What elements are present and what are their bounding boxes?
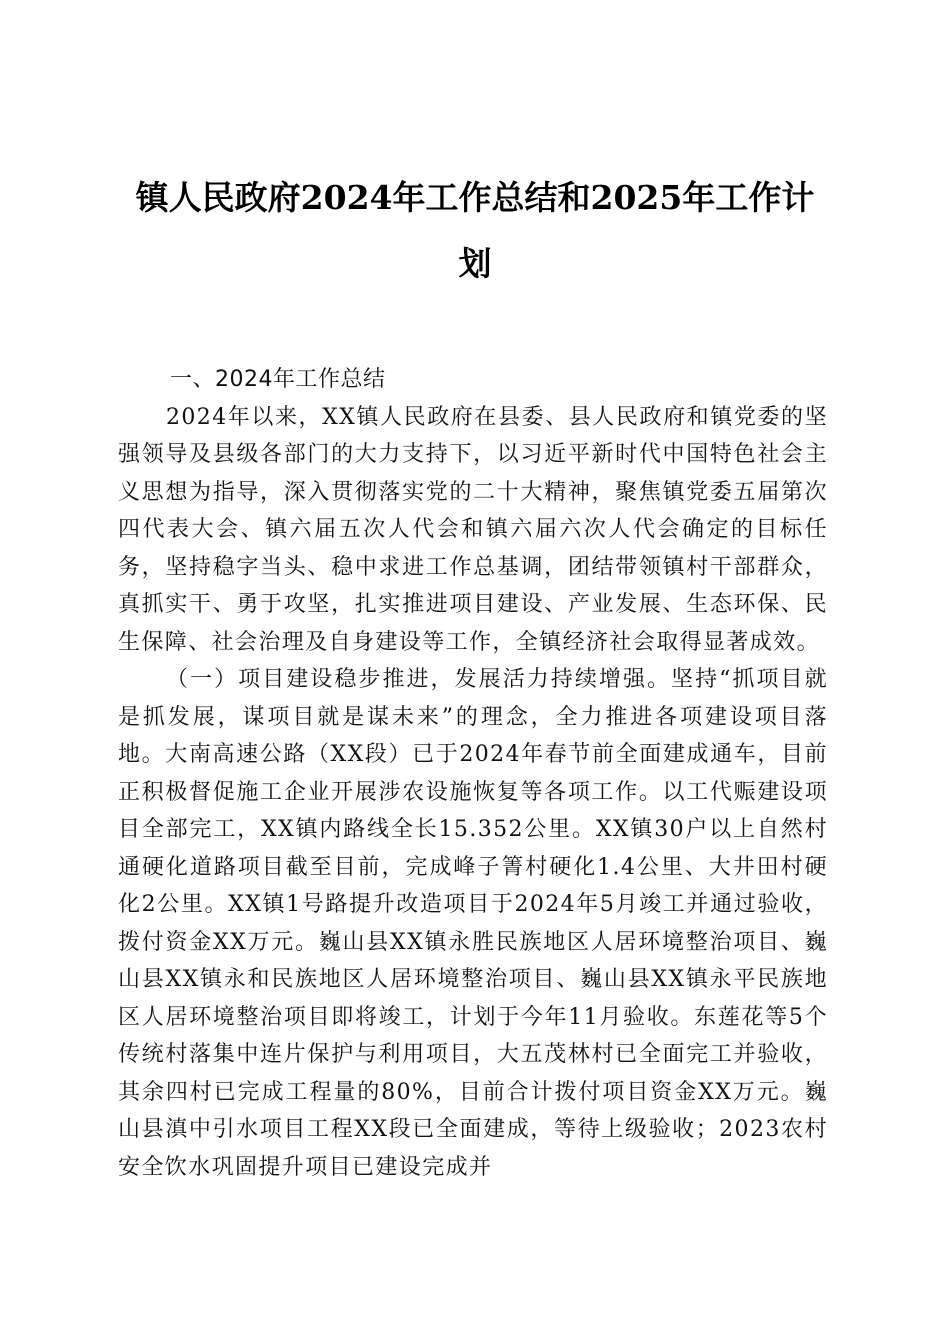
subsection-heading-project-construction: （一）项目建设稳步推进，发展活力持续增强。 [166, 667, 672, 692]
paragraph-project-construction [118, 661, 828, 1186]
section-heading-2024-summary: 一、2024年工作总结 [170, 367, 386, 392]
document-title-line-1: 镇人民政府2024年工作总结和2025年工作计 [135, 178, 815, 217]
document-title [100, 165, 850, 297]
document-body [118, 361, 828, 1186]
paragraph-overview: 2024年以来，XX镇人民政府在县委、县人民政府和镇党委的坚强领导及县级各部门的大力支持下，以习近平新时代中国特色社会主义思想为指导，深入贯彻落实党的二十大精神，聚焦镇党委五届第次四代表大会、镇六届五次人代会和镇六届六次人代会确定的目标任务，坚持稳字当头、稳中求进工作总基调，团结带领镇村干部群众，真抓实干、勇于攻坚，扎实推进项目建设、产业发展、生态环保、民生保障、社会治理及自身建设等工作，全镇经济社会取得显著成效。 [118, 404, 828, 655]
paragraph-project-construction-body: 坚持“抓项目就是抓发展，谋项目就是谋未来”的理念，全力推进各项建设项目落地。大南高速公路（XX段）已于2024年春节前全面建成通车，目前正积极督促施工企业开展涉农设施恢复等各项工作。以工代赈建设项目全部完工，XX镇内路线全长15.352公里。XX镇30户以上自然村通硬化道路项目截至目前，完成峰子箐村硬化1.4公里、大井田村硬化2公里。XX镇1号路提升改造项目于2024年5月竣工并通过验收，拨付资金XX万元。巍山县XX镇永胜民族地区人居环境整治项目、巍山县XX镇永和民族地区人居环境整治项目、巍山县XX镇永平民族地区人居环境整治项目即将竣工，计划于今年11月验收。东莲花等5个传统村落集中连片保护与利用项目，大五茂林村已全面完工并验收，其余四村已完成工程量的80%，目前合计拨付项目资金XX万元。巍山县滇中引水项目工程XX段已全面建成，等待上级验收；2023农村安全饮水巩固提升项目已建设完成并 [118, 667, 828, 1180]
document-title-line-2: 划 [458, 244, 492, 283]
